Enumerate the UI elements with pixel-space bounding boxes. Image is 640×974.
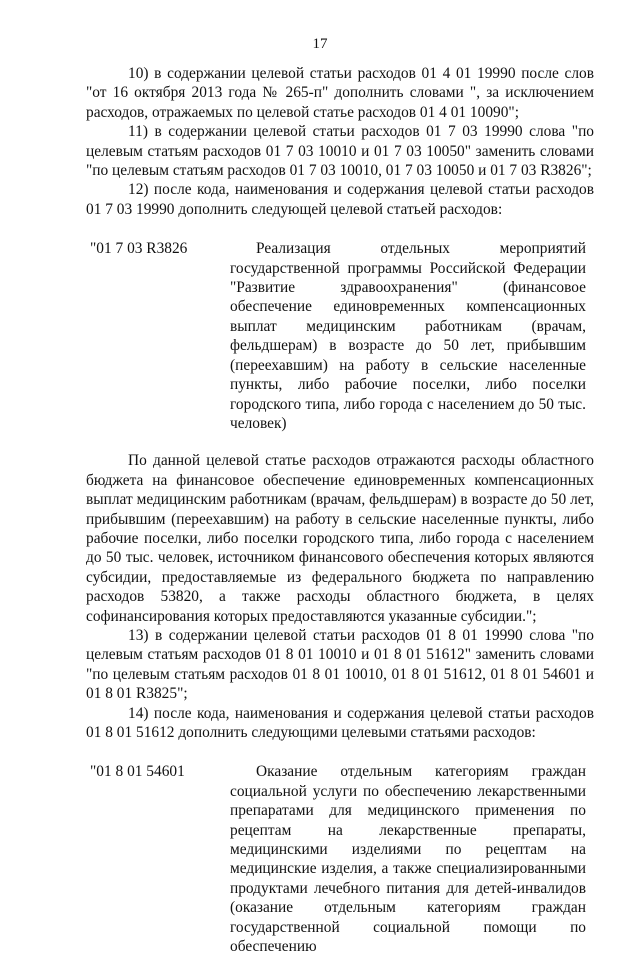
- budget-code: "01 7 03 R3826: [90, 240, 188, 258]
- budget-code: "01 8 01 54601: [90, 763, 185, 781]
- budget-code-entry-1: [86, 239, 594, 433]
- paragraph-explanation: По данной целевой статье расходов отражаются расходы областного бюджета на финансовое обеспечение единовременных компенсационных выплат медицинским работникам (врачам, фельдшерам) в возрасте до 50 лет, прибывшим (переехавшим) на работу в сельские населенные пункты, либо рабочие поселки, либо поселки городского типа, либо города с населением до 50 тыс. человек, источником финансового обеспечения которых являются субсидии, предоставляемые из федерального бюджета по направлению расходов 53820, а также расходы областного бюджета, в целях софинансирования которых предоставляются указанные субсидии.";: [86, 452, 594, 625]
- paragraph-item-14: 14) после кода, наименования и содержания целевой статьи расходов 01 8 01 51612 дополнить следующими целевыми статьями расходов:: [86, 704, 594, 741]
- paragraph-item-11: 11) в содержании целевой статьи расходов 01 7 03 19990 слова "по целевым статьям расходов 01 7 03 10010 и 01 7 03 10050" заменить словами "по целевым статьям расходов 01 7 03 10010, 01 7 03 10050 и 01 7 03 R3826";: [86, 123, 594, 180]
- document-body: [86, 64, 594, 974]
- page-number: 17: [312, 36, 328, 52]
- budget-code-description: Реализация отдельных мероприятий государственной программы Российской Федерации "Развитие здравоохранения" (финансовое обеспечение единовременных компенсационных выплат медицинским работникам (врачам, фельдшерам) в возрасте до 50 лет, прибывшим (переехавшим) на работу в сельские населенные пункты, либо рабочие поселки, либо поселки городского типа, либо города с населением до 50 тыс. человек): [230, 240, 586, 432]
- paragraph-item-13: 13) в содержании целевой статьи расходов 01 8 01 19990 слова "по целевым статьям расходов 01 8 01 10010 и 01 8 01 51612" заменить словами "по целевым статьям расходов 01 8 01 10010, 01 8 01 51612, 01 8 01 54601 и 01 8 01 R3825";: [86, 626, 594, 703]
- paragraph-item-12: 12) после кода, наименования и содержания целевой статьи расходов 01 7 03 19990 дополнить следующей целевой статьей расходов:: [86, 181, 594, 218]
- paragraph-item-10: 10) в содержании целевой статьи расходов 01 4 01 19990 после слов "от 16 октября 2013 года № 265-п" дополнить словами ", за исключением расходов, отражаемых по целевой статье расходов 01 4 01 10090";: [86, 65, 594, 121]
- budget-code-description: Оказание отдельным категориям граждан социальной услуги по обеспечению лекарственными препаратами для медицинского применения по рецептам на лекарственные препараты, медицинскими изделиями по рецептам на медицинские изделия, а также специализированными продуктами лечебного питания для детей-инвалидов (оказание отдельным категориям граждан государственной социальной помощи по обеспечению: [230, 763, 586, 956]
- budget-code-entry-2: [86, 762, 594, 956]
